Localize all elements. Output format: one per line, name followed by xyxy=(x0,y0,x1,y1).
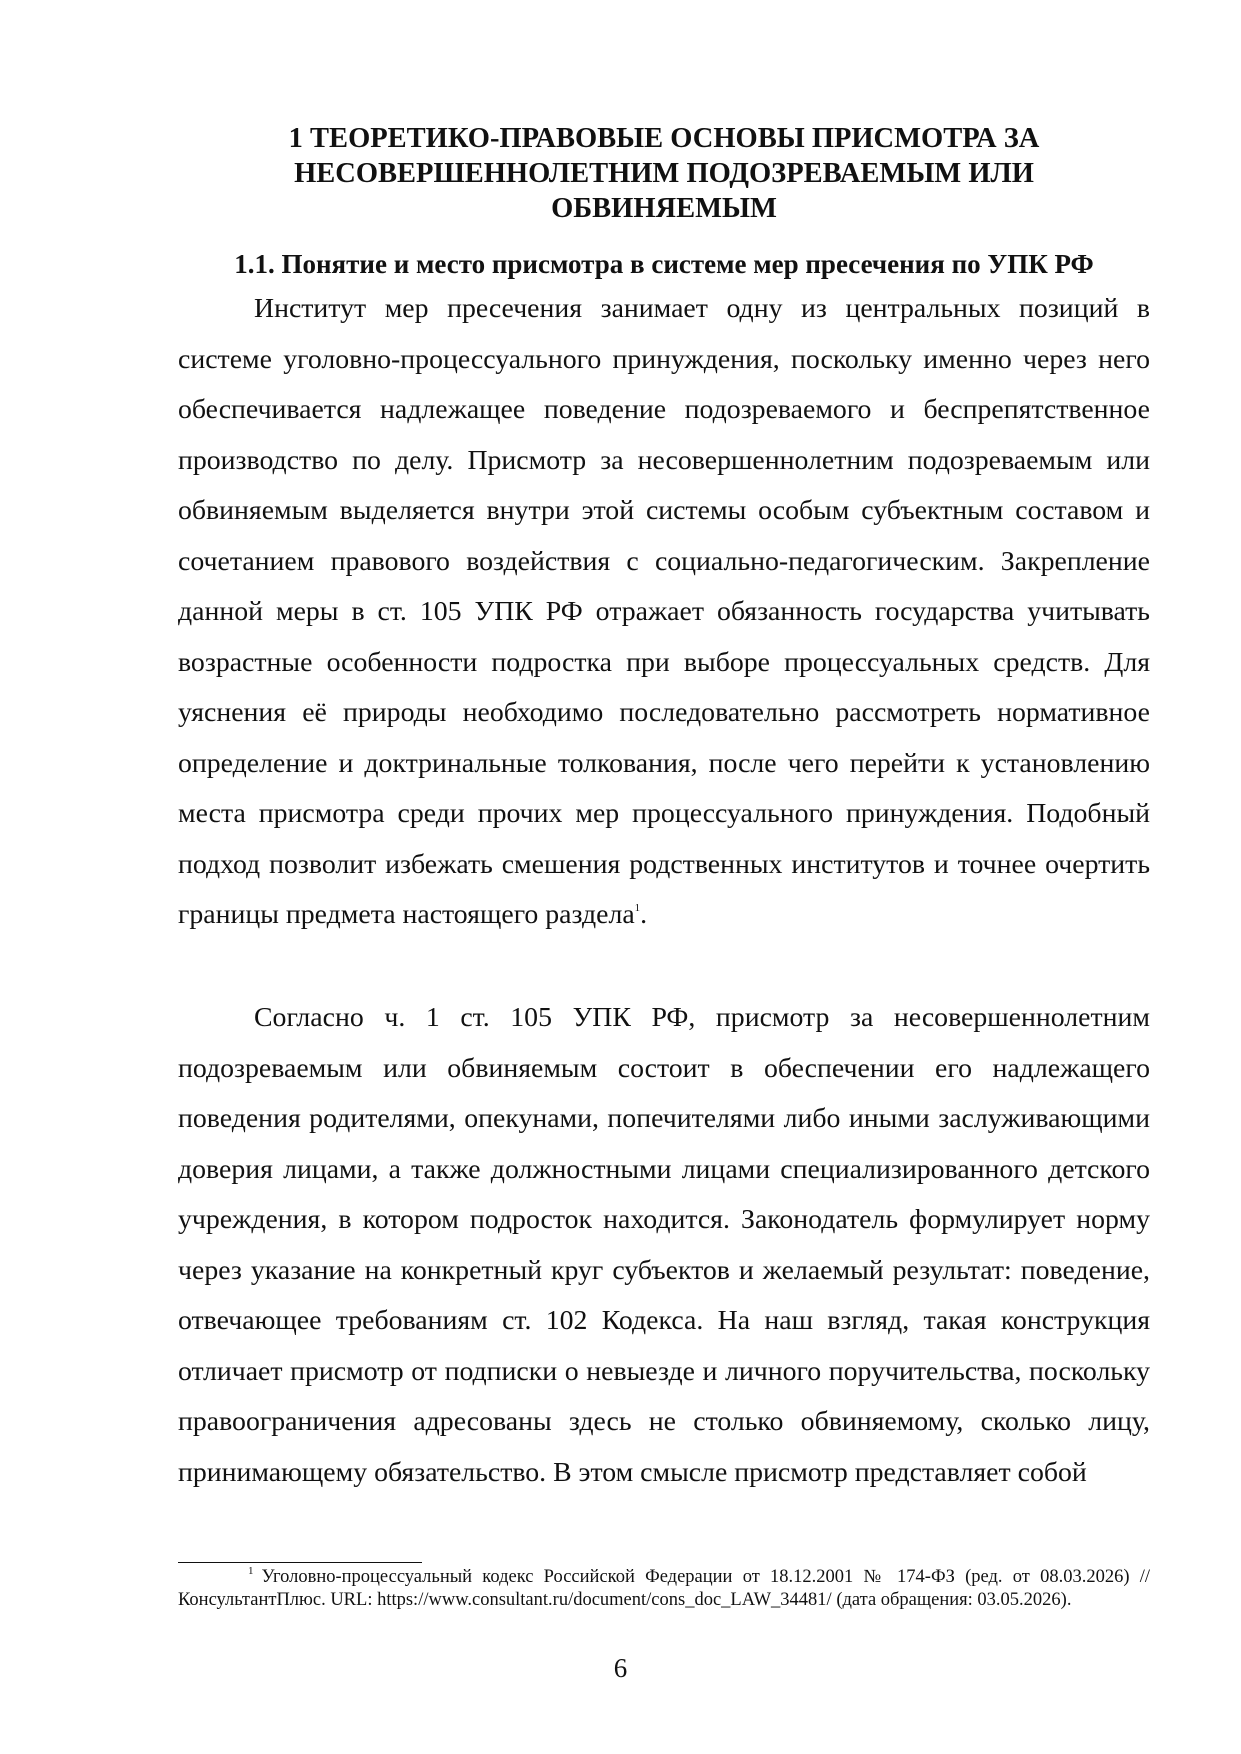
body-paragraph xyxy=(178,284,1150,941)
footnote-reference[interactable]: 1 xyxy=(634,902,641,914)
footnote-text: Уголовно-процессуальный кодекс Российской Федерации от 18.12.2001 № 174-ФЗ (ред. от 08.03.2026) // КонсультантПлюс. URL: https://www.consultant.ru/document/cons_doc_LAW_34481/ (дата обращения: 03.05.2026). xyxy=(178,1567,1150,1610)
paragraph-text: Институт мер пресечения занимает одну из центральных позиций в системе уголовно-процессуального принуждения, поскольку именно через него обеспечивается надлежащее поведение подозреваемого и беспрепятственное производство по делу. Присмотр за несовершеннолетним подозреваемым или обвиняемым выделяется внутри этой системы особым субъектным составом и сочетанием правового воздействия с социально-педагогическим. Закрепление данной меры в ст. 105 УПК РФ отражает обязанность государства учитывать возрастные особенности подростка при выборе процессуальных средств. Для уяснения её природы необходимо последовательно рассмотреть нормативное определение и доктринальные толкования, после чего перейти к установлению места присмотра среди прочих мер процессуального принуждения. Подобный подход позволит избежать смешения родственных институтов и точнее очертить границы предмета настоящего раздела xyxy=(178,293,1150,930)
section-title: 1.1. Понятие и место присмотра в системе мер пресечения по УПК РФ xyxy=(234,249,1094,279)
footnote-separator xyxy=(178,1562,422,1563)
footnote-number: 1 xyxy=(248,1565,254,1577)
footnote xyxy=(178,1566,1150,1612)
chapter-title: 1 ТЕОРЕТИКО-ПРАВОВЫЕ ОСНОВЫ ПРИСМОТРА ЗА НЕСОВЕРШЕННОЛЕТНИМ ПОДОЗРЕВАЕМЫМ ИЛИ ОБВИНЯЕМЫМ xyxy=(288,123,1040,224)
page-number: 6 xyxy=(613,1653,628,1683)
paragraph-text: Согласно ч. 1 ст. 105 УПК РФ, присмотр за несовершеннолетним подозреваемым или обвиняемым состоит в обеспечении его надлежащего поведения родителями, опекунами, попечителями либо иными заслуживающими доверия лицами, а также должностными лицами специализированного детского учреждения, в котором подросток находится. Законодатель формулирует норму через указание на конкретный круг субъектов и желаемый результат: поведение, отвечающее требованиям ст. 102 Кодекса. На наш взгляд, такая конструкция отличает присмотр от подписки о невыезде и личного поручительства, поскольку правоограничения адресованы здесь не столько обвиняемому, сколько лицу, принимающему обязательство. В этом смысле присмотр представляет собой xyxy=(178,1002,1150,1488)
paragraph-end-punctuation: . xyxy=(640,899,648,930)
body-paragraph xyxy=(178,993,1150,1498)
